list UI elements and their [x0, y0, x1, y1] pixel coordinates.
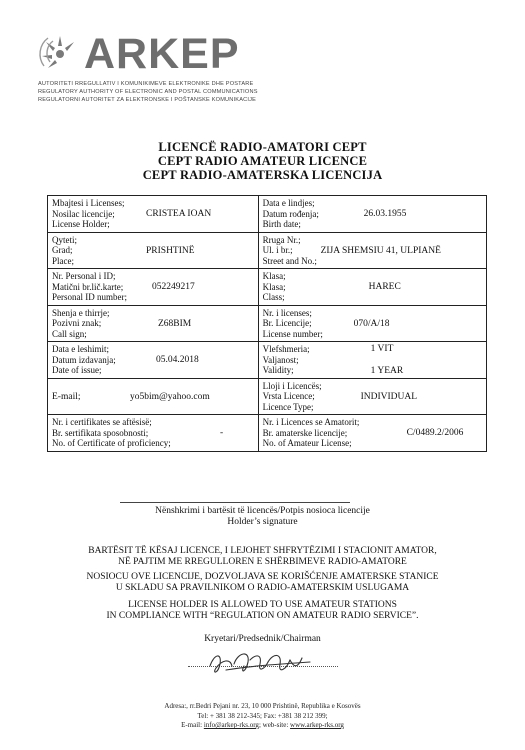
authority-line: REGULATORNI AUTORITET ZA ELEKTRONSKE I POŠTANSKE KOMUNIKACIJE: [38, 97, 257, 103]
footer-address: Adresa:, rr.Bedri Pejani nr. 23, 10 000 Prishtinë, Republika e Kosovës: [164, 702, 361, 710]
email-cell: [48, 378, 259, 415]
field-label: Nosilac licencije;: [52, 208, 115, 219]
signature-label-line: Holder’s signature: [227, 517, 298, 527]
holder-value: CRISTEA IOAN: [146, 209, 212, 219]
footer-email-link[interactable]: info@arkep-rks.org: [203, 721, 259, 729]
signature-label-line: Nënshkrimi i bartësit të licencës/Potpis nosioca licencije: [155, 506, 370, 516]
birth-value: 26.03.1955: [363, 209, 407, 219]
license-number-value: 070/A/18: [353, 318, 390, 329]
signature-line: [120, 502, 350, 503]
document-title: [0, 140, 525, 182]
field-label: Valjanost;: [262, 354, 299, 365]
field-label: Mbajtesi i Licenses;: [52, 198, 125, 208]
field-label: License number;: [262, 328, 323, 339]
field-label: License Holder;: [52, 219, 110, 229]
field-label: Shenja e thirrje;: [52, 307, 110, 318]
validity-value: 1 YEAR: [370, 366, 404, 376]
callsign-value: Z68BIM: [158, 318, 192, 329]
personal-id-value: 052249217: [152, 282, 195, 292]
field-label: No. of Amateur License;: [262, 438, 352, 448]
field-label: Nr. Personal i ID;: [52, 271, 116, 281]
field-label: Datum rođenja;: [262, 208, 319, 219]
authority-line: AUTORITETI RREGULLATIV I KOMUNIKIMEVE ELEKTRONIKE DHE POSTARE: [38, 81, 254, 87]
logo-text: ARKEP: [84, 30, 240, 78]
paragraph-line: LICENSE HOLDER IS ALLOWED TO USE AMATEUR STATIONS: [128, 600, 397, 610]
paragraph-line: IN COMPLIANCE WITH “REGULATION ON AMATEUR RADIO SERVICE”.: [106, 611, 419, 621]
license-type-cell: [258, 378, 486, 415]
class-cell: [258, 269, 486, 306]
footer-email-label: E-mail:: [181, 721, 204, 729]
amateur-license-cell: [258, 415, 486, 452]
holder-signature-label: [0, 506, 525, 528]
paragraph-line: NË PAJTIM ME RREGULLOREN E SHËRBIMEVE RADIO-AMATORE: [118, 557, 407, 567]
field-label: Br. Licencije;: [262, 318, 312, 328]
footer: [0, 702, 525, 731]
field-label: Data e lindjes;: [262, 198, 315, 208]
field-label: Klasa;: [262, 271, 286, 281]
personal-id-cell: [48, 269, 259, 306]
table-row: [48, 342, 487, 379]
field-label: Klasa;: [262, 281, 286, 292]
issue-value: 05.04.2018: [156, 355, 199, 365]
paragraph-line: U SKLADU SA PRAVILNIKOM O RADIO-AMATERSKIM USLUGAMA: [115, 583, 410, 593]
arkep-logo-mark-icon: [38, 32, 82, 76]
header: [38, 28, 368, 118]
field-label: Nr. i Licences se Amatorit;: [262, 417, 360, 427]
field-label: Data e leshimit;: [52, 344, 109, 354]
title-line: CEPT RADIO-AMATERSKA LICENCIJA: [142, 168, 383, 182]
field-label: Datum izdavanja;: [52, 354, 116, 365]
title-line: LICENCË RADIO-AMATORI CEPT: [158, 140, 367, 154]
footer-web-label: ; web-site:: [258, 721, 291, 729]
field-label: Date of issue;: [52, 365, 102, 375]
field-label: Rruga Nr.;: [262, 234, 301, 245]
street-value: ZIJA SHEMSIU 41, ULPIANË: [320, 245, 441, 256]
license-table: [47, 195, 487, 452]
field-label: Licence Type;: [262, 401, 314, 412]
table-row: [48, 232, 487, 269]
birth-cell: [258, 196, 486, 233]
paragraph-english: [0, 600, 525, 622]
table-row: [48, 415, 487, 452]
table-row: [48, 378, 487, 415]
field-label: Br. sertifikata sposobnosti;: [52, 427, 149, 438]
license-type-value: INDIVIDUAL: [360, 391, 418, 402]
class-value: HAREC: [368, 282, 401, 292]
field-label: Place;: [52, 255, 74, 266]
field-label: Validity;: [262, 365, 294, 375]
license-number-cell: [258, 305, 486, 342]
chairman-label: Kryetari/Predsednik/Chairman: [204, 634, 321, 644]
paragraph-albanian: [0, 546, 525, 568]
validity-cell: [258, 342, 486, 379]
footer-contact: [0, 721, 525, 731]
field-label: Vlefshmeria;: [262, 344, 310, 354]
validity-value: 1 VIT: [370, 344, 394, 354]
field-label: Nr. i licenses;: [262, 307, 312, 318]
field-label: No. of Certificate of proficiency;: [52, 438, 171, 448]
city-cell: [48, 232, 259, 269]
field-label: Nr. i certifikates se aftësisë;: [52, 417, 152, 427]
field-label: Vrsta Licence;: [262, 391, 315, 401]
field-label: Br. amaterske licencije;: [262, 427, 348, 438]
field-label: Call sign;: [52, 328, 87, 339]
footer-web-link[interactable]: www.arkep-rks.org: [290, 721, 344, 729]
footer-phone: Tel: + 381 38 212-345; Fax: +381 38 212 399;: [197, 711, 328, 720]
authority-line: REGULATORY AUTHORITY OF ELECTRONIC AND POSTAL COMMUNICATIONS: [38, 89, 258, 95]
field-label: Class;: [262, 292, 285, 302]
amateur-license-value: C/0489.2/2006: [406, 428, 464, 438]
certificate-cell: [48, 415, 259, 452]
field-label: Birth date;: [262, 219, 301, 229]
paragraph-line: NOSIOCU OVE LICENCIJE, DOZVOLJAVA SE KORIŠĆENJE AMATERSKE STANICE: [86, 572, 439, 582]
field-label: Personal ID number;: [52, 292, 127, 302]
chairman-signature-icon: [190, 644, 350, 682]
paragraph-serbian: [0, 572, 525, 594]
paragraph-line: BARTËSIT TË KËSAJ LICENCE, I LEJOHET SHFRYTËZIMI I STACIONIT AMATOR,: [88, 546, 437, 556]
city-value: PRISHTINË: [146, 245, 195, 256]
field-label: Ul. i br.;: [262, 245, 293, 255]
email-value: yo5bim@yahoo.com: [130, 391, 210, 402]
table-row: [48, 269, 487, 306]
field-label: Grad;: [52, 245, 73, 255]
callsign-cell: [48, 305, 259, 342]
authority-names: [38, 80, 258, 104]
title-line: CEPT RADIO AMATEUR LICENCE: [157, 154, 368, 168]
field-label: Qyteti;: [52, 234, 77, 245]
certificate-value: -: [220, 428, 224, 438]
holder-cell: [48, 196, 259, 233]
field-label: Matični br.lič.karte;: [52, 281, 124, 292]
field-label: Pozivni znak;: [52, 318, 102, 328]
field-label: Lloji i Licencës;: [262, 380, 322, 391]
table-row: [48, 305, 487, 342]
table-row: [48, 196, 487, 233]
issue-cell: [48, 342, 259, 379]
field-label: E-mail;: [52, 391, 81, 402]
field-label: Street and No.;: [262, 255, 317, 266]
street-cell: [258, 232, 486, 269]
